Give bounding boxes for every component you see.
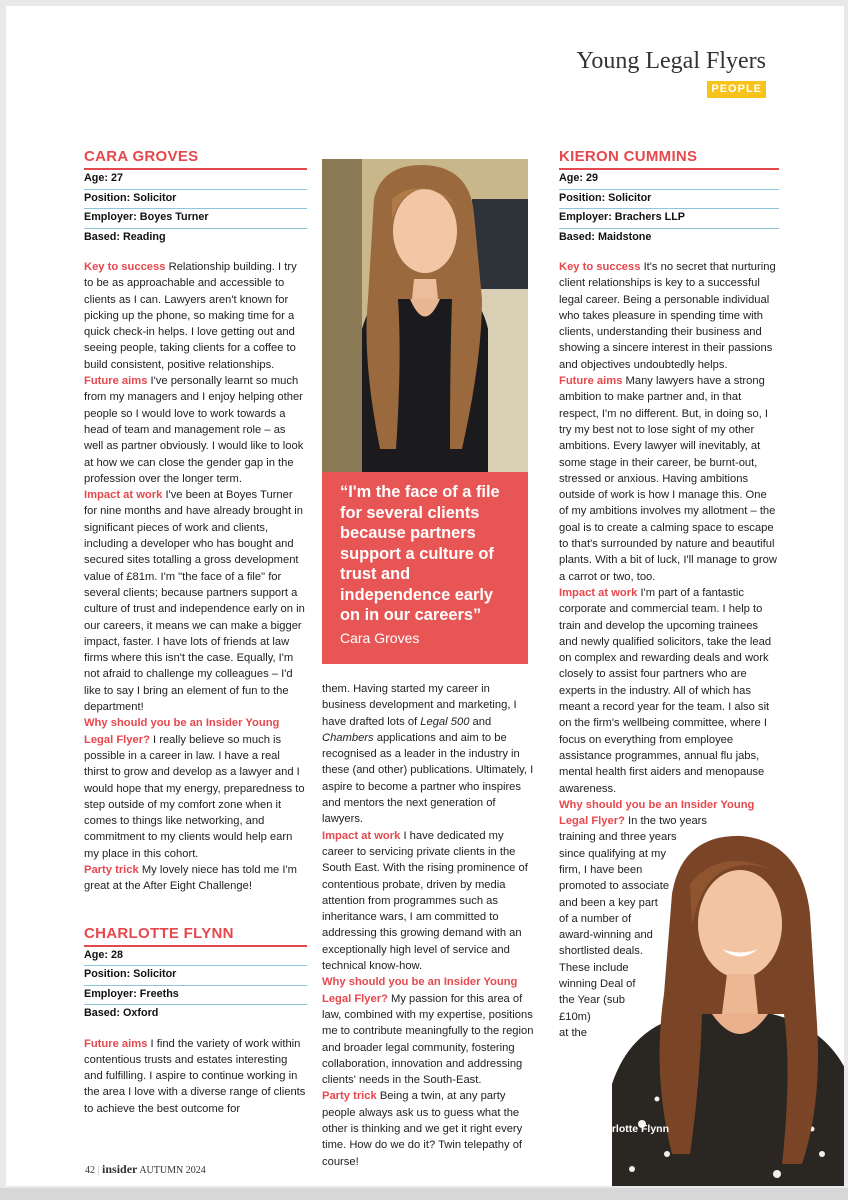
why-label: Why should you be an Insider Young Legal Flyer? [84,717,280,746]
key-to-success-label: Key to success [559,261,641,273]
impact-label: Impact at work [559,586,638,599]
why-paragraph [84,715,307,862]
party-trick-label: Party trick [322,1090,377,1103]
party-trick-paragraph [322,1088,536,1169]
profile-employer: Employer: Freeths [84,986,307,1006]
impact-paragraph [322,828,536,975]
party-trick-text: My lovely niece has told me I'm great at the After Eight Challenge! [84,863,297,893]
profile-age: Age: 28 [84,947,307,967]
why-label: Why should you be an Insider Young Legal Flyer? [322,976,518,1005]
key-to-success-paragraph [559,259,779,373]
why-text-first: In the two years [624,815,707,828]
key-to-success-label: Key to success [84,261,166,273]
impact-text: I'm part of a fantastic corporate and commercial team. I help to train and develop the upcoming trainees and newly qualified solicitors, take the lead on complex and rewarding deals and work closely to assist four partners who are experts in the industry. All of which has meant a record year for the team. I also sit on the firm's wellbeing committee, where I focus on everything from employee assistance programmes, annual flu jabs, mental health first aiders and menopause awareness. [559,586,772,795]
magazine-issue: AUTUMN 2024 [139,1165,206,1176]
impact-text: I've been at Boyes Turner for nine months and have already brought in significant pieces of work and clients, including a developer who has bought and secured sites totalling a gross development value of £81m. I'm "the face of a file" for several clients; because partners support a culture of trust and independence early on in our careers, it means we can make a bigger impact, faster. I have lots of friends at law firms where this isn't the case. Equally, I'm not afraid to challenge my colleagues – I'd like to say I bring an element of fun to the department! [84,489,305,714]
key-to-success-paragraph [84,259,307,373]
pull-quote-text: “I'm the face of a file for several clients because partners support a culture of trust and independence early on in our careers” [340,483,500,624]
pull-quote [322,472,528,664]
key-to-success-text: It's no secret that nurturing client relationships is key to a successful legal career. Being a personable individual who takes pleasure in spending time with clients, understanding their business and showing a sincere interest in their passions and objectives undoubtedly helps. [559,261,776,371]
profile-employer: Employer: Boyes Turner [84,209,307,229]
party-trick-paragraph [84,862,307,895]
page-footer: 42 | insider AUTUMN 2024 [85,1162,206,1176]
future-aims-label: Future aims [559,375,623,388]
future-aims-text: Many lawyers have a strong ambition to make partner and, in that respect, I'm no different. But, in doing so, I try my best not to lose sight of my other ambitions. Every lawyer will inevitably, at some stage in their career, be burnt-out, stressed or anxious. Having ambitions outside of work is how I manage this. One of my ambitions involves my allotment – the goal is to create a calming space to escape to that's surrounded by nature and beautiful plants. With a bit of luck, I'll manage to grow a carrot or two, too. [559,375,777,583]
why-label: Why should you be an Insider Young Legal Flyer? [559,798,755,828]
party-trick-text: Being a twin, at any party people always ask us to guess what the other is thinking and we get it right every time. How do we do it? Twin telepathy of course! [322,1090,523,1168]
future-aims-text: I've personally learnt so much from my managers and I enjoy helping other people so I would love to work towards a head of team and management role – as well as partner obviously. I would like to look at how we can close the gender gap in the profession over the longer term. [84,375,304,485]
page-bottom-edge [0,1188,848,1200]
profile-charlotte-flynn [84,925,307,1117]
party-trick-label: Party trick [84,863,139,876]
future-aims-label: Future aims [84,1037,148,1050]
continued-paragraph: them. Having started my career in business development and marketing, I have drafted lots of Legal 500 and Chambers applications and aim to be recognised as a leader in the industry in these (and other) publications. Ultimately, I aspire to become a partner who inspires and mentors the next generation of lawyers. [322,683,534,826]
section-badge: PEOPLE [707,81,766,98]
future-aims-paragraph [559,373,779,585]
profile-name: CHARLOTTE FLYNN [84,925,307,947]
profile-age: Age: 27 [84,170,307,190]
portrait-illustration [322,159,528,472]
key-to-success-text: Relationship building. I try to be as approachable and accessible to clients as I can. Lawyers aren't known for picking up the phone, so making time for a quick check-in helps. I love getting out and seeing people, taking clients for a coffee to build consistent, positive relationships. [84,261,297,371]
page-number: 42 [85,1165,95,1176]
profile-employer: Employer: Brachers LLP [559,209,779,229]
magazine-page [6,6,844,1186]
profile-based: Based: Oxford [84,1007,159,1020]
profile-age: Age: 29 [559,170,779,190]
profile-position: Position: Solicitor [84,190,307,210]
section-title: Young Legal Flyers [576,48,766,74]
profile-name: KIERON CUMMINS [559,148,779,170]
pull-quote-author: Cara Groves [340,629,420,646]
profile-based: Based: Maidstone [559,230,652,243]
magazine-brand: insider [102,1162,138,1176]
future-aims-text: I find the variety of work within contentious trusts and estates interesting and fulfilling. I aspire to continue working in the area I love with a diverse range of clients to achieve the best outcome for [84,1037,306,1115]
profile-position: Position: Solicitor [84,966,307,986]
profile-position: Position: Solicitor [559,190,779,210]
impact-label: Impact at work [84,489,163,502]
impact-text: I have dedicated my career to servicing private clients in the South East. With the rising prominence of contentious probate, driven by media attention from programmes such as inheritance wars, I am committed to addressing this growing demand with an exceptionally high level of service and technical know-how. [322,829,528,973]
impact-paragraph [559,585,779,797]
future-aims-label: Future aims [84,375,148,388]
profile-name: CARA GROVES [84,148,307,170]
impact-label: Impact at work [322,829,401,842]
impact-paragraph [84,487,307,715]
photo-caption: Charlotte Flynn [592,1123,670,1135]
why-text-wrapped: training and three years since qualifying at my firm, I have been promoted to associate and been a key part of a number of award-winning and shortlisted deals. These include winning Deal of the Year (sub £10m) at the [559,831,677,1039]
why-text: I really believe so much is possible in a career in law. I have a real thirst to grow and develop as a lawyer and I would hope that my energy, preparedness to step outside of my comfort zone when it comes to things like networking, and commitment to my clients would help earn my place in this cohort. [84,733,305,860]
future-aims-paragraph [84,1036,307,1117]
column-left [84,148,307,1117]
cara-groves-photo [322,159,528,472]
why-paragraph [322,974,536,1088]
future-aims-paragraph [84,373,307,487]
why-text: My passion for this area of law, combined with my expertise, positions me to contribute meaningfully to the region and broader legal community, fostering collaboration, innovation and addressing clients' needs in the South-East. [322,992,534,1087]
profile-based: Based: Reading [84,230,166,243]
column-middle [322,681,536,1170]
profile-cara-groves [84,148,307,895]
